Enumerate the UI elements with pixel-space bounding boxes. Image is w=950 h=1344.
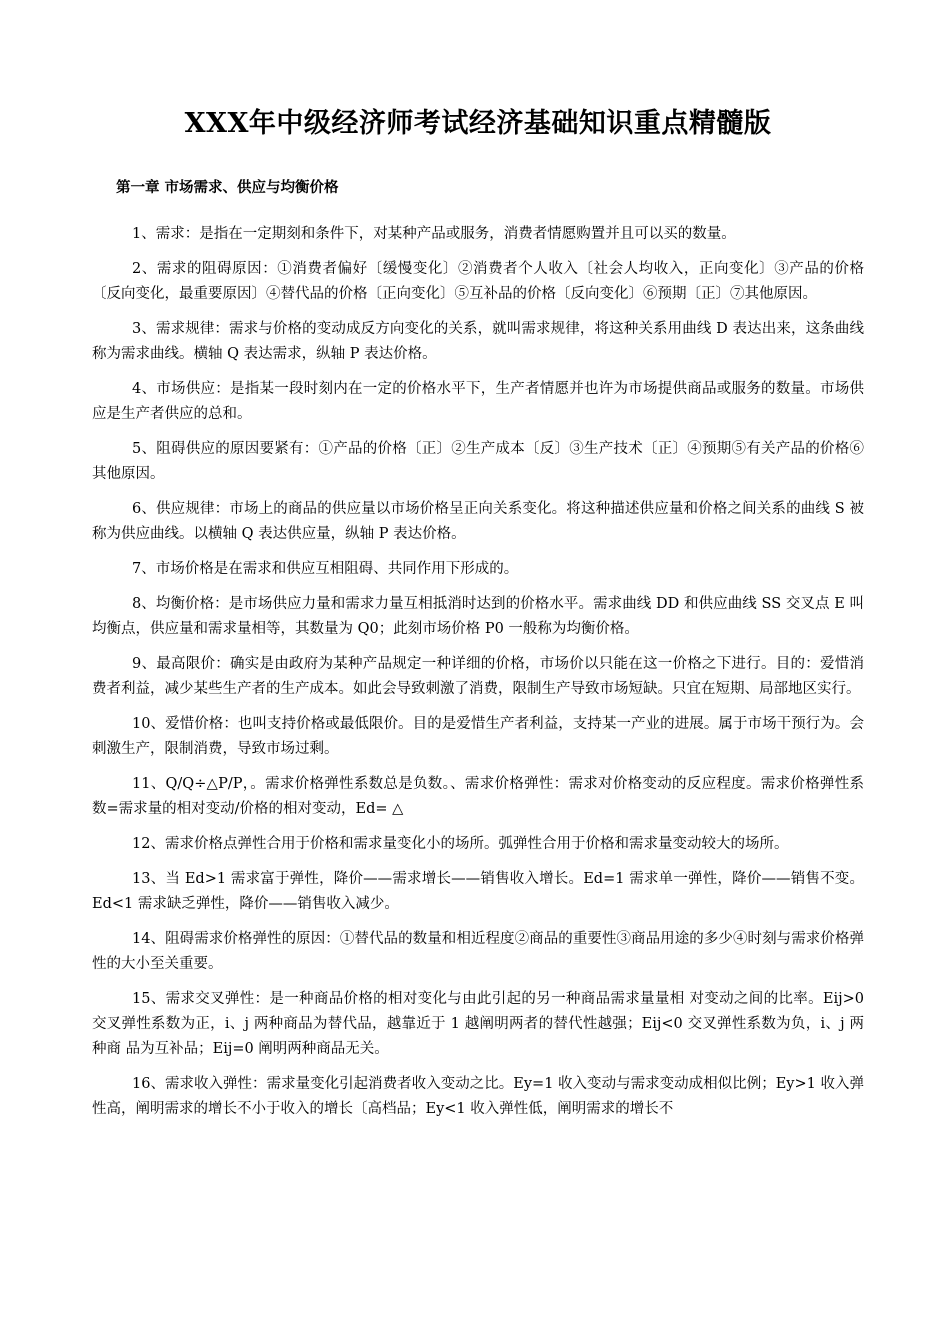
paragraph-2: 2、需求的阻碍原因：①消费者偏好〔缓慢变化〕②消费者个人收入〔社会人均收入，正向变化〕③产品的价格〔反向变化，最重要原因〕④替代品的价格〔正向变化〕⑤互补品的价格〔反向变化〕⑥预期〔正〕⑦其他原因。 <box>92 261 864 302</box>
paragraph-12: 12、需求价格点弹性合用于价格和需求量变化小的场所。弧弹性合用于价格和需求量变动较大的场所。 <box>132 836 789 852</box>
paragraph-3: 3、需求规律：需求与价格的变动成反方向变化的关系，就叫需求规律，将这种关系用曲线 D 表达出来，这条曲线称为需求曲线。横轴 Q 表达需求，纵轴 P 表达价格。 <box>92 321 864 362</box>
paragraph-8: 8、均衡价格：是市场供应力量和需求力量互相抵消时达到的价格水平。需求曲线 DD 和供应曲线 SS 交叉点 E 叫均衡点，供应量和需求量相等，其数量为 Q0；此刻市场价格 P0 一般称为均衡价格。 <box>92 596 864 637</box>
paragraph-10: 10、爱惜价格：也叫支持价格或最低限价。目的是爱惜生产者利益，支持某一产业的进展。属于市场干预行为。会刺激生产，限制消费，导致市场过剩。 <box>92 716 864 757</box>
paragraph-16: 16、需求收入弹性：需求量变化引起消费者收入变动之比。Ey=1 收入变动与需求变动成相似比例；Ey>1 收入弹性高，阐明需求的增长不小于收入的增长〔高档品；Ey<1 收入弹性低，阐明需求的增长不 <box>92 1076 864 1117</box>
paragraph-1: 1、需求：是指在一定期刻和条件下，对某种产品或服务，消费者情愿购置并且可以买的数量。 <box>132 226 736 242</box>
paragraph-7: 7、市场价格是在需求和供应互相阻碍、共同作用下形成的。 <box>132 561 519 577</box>
paragraph-4: 4、市场供应：是指某一段时刻内在一定的价格水平下，生产者情愿并也许为市场提供商品或服务的数量。市场供应是生产者供应的总和。 <box>92 381 864 422</box>
paragraph-5: 5、阻碍供应的原因要紧有：①产品的价格〔正〕②生产成本〔反〕③生产技术〔正〕④预期⑤有关产品的价格⑥其他原因。 <box>92 441 864 482</box>
paragraph-14: 14、阻碍需求价格弹性的原因：①替代品的数量和相近程度②商品的重要性③商品用途的多少④时刻与需求价格弹性的大小至关重要。 <box>92 931 864 972</box>
paragraph-13: 13、当 Ed>1 需求富于弹性，降价——需求增长——销售收入增长。Ed=1 需求单一弹性，降价——销售不变。Ed<1 需求缺乏弹性，降价——销售收入减少。 <box>92 871 864 912</box>
chapter-heading: 第一章 市场需求、供应与均衡价格 <box>116 180 339 196</box>
document-page <box>92 104 864 1132</box>
paragraph-6: 6、供应规律：市场上的商品的供应量以市场价格呈正向关系变化。将这种描述供应量和价格之间关系的曲线 S 被称为供应曲线。以横轴 Q 表达供应量，纵轴 P 表达价格。 <box>92 501 864 542</box>
paragraph-11: 11、Q/Q÷△P/P，。需求价格弹性系数总是负数。、需求价格弹性：需求对价格变动的反应程度。需求价格弹性系数=需求量的相对变动/价格的相对变动，Ed= △ <box>92 776 864 817</box>
document-title: XXX年中级经济师考试经济基础知识重点精髓版 <box>184 108 772 139</box>
paragraph-9: 9、最高限价：确实是由政府为某种产品规定一种详细的价格，市场价以只能在这一价格之下进行。目的：爱惜消费者利益，减少某些生产者的生产成本。如此会导致刺激了消费，限制生产导致市场短缺。只宜在短期、局部地区实行。 <box>92 656 864 697</box>
paragraph-15: 15、需求交叉弹性：是一种商品价格的相对变化与由此引起的另一种商品需求量量相 对变动之间的比率。Eij>0 交叉弹性系数为正，i、j 两种商品为替代品，越靠近于 1 越阐明两者的替代性越强；Eij<0 交叉弹性系数为负，i、j 两种商 品为互补品；Eij=0 阐明两种商品无关。 <box>92 991 864 1057</box>
